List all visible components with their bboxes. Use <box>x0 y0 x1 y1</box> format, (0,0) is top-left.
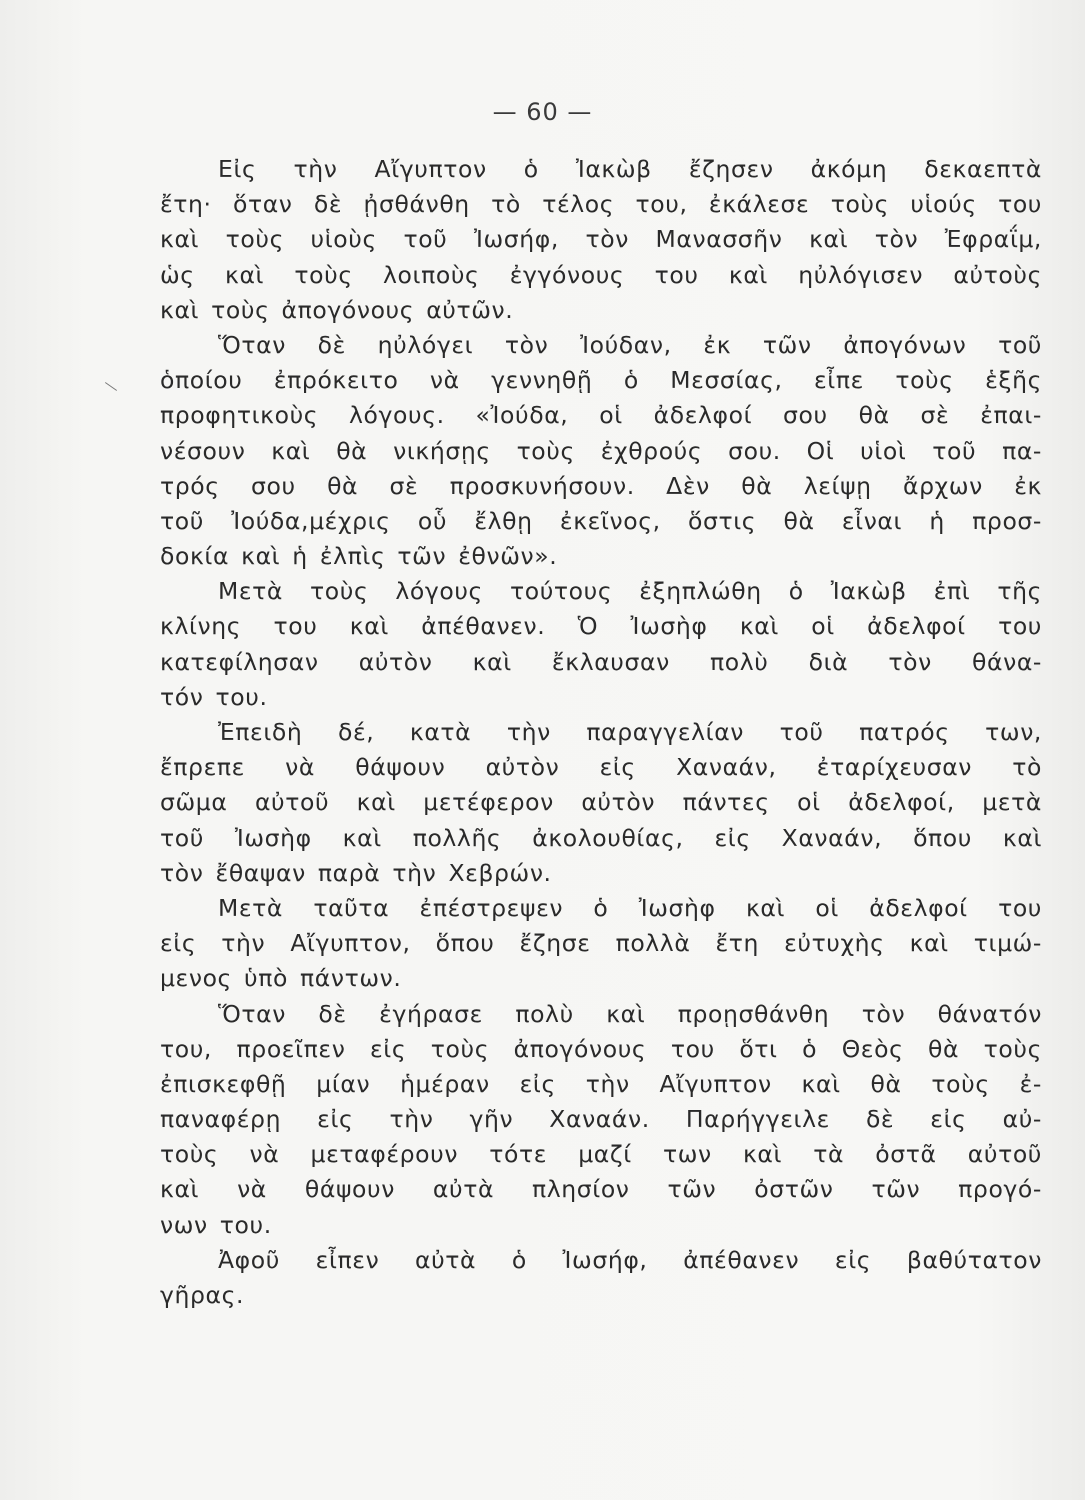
text-line: Μετὰ ταῦτα ἐπέστρεψεν ὁ Ἰωσὴφ καὶ οἱ ἀδελφοί του <box>218 893 1042 922</box>
text-line: ἐπισκεφθῇ μίαν ἡμέραν εἰς τὴν Αἴγυπτον καὶ θὰ τοὺς ἐ- <box>160 1069 1042 1098</box>
text-line: τοῦ Ἰωσὴφ καὶ πολλῆς ἀκολουθίας, εἰς Χαναάν, ὅπου καὶ <box>160 823 1042 852</box>
text-line: Ἀφοῦ εἶπεν αὐτὰ ὁ Ἰωσήφ, ἀπέθανεν εἰς βαθύτατον <box>218 1245 1042 1274</box>
text-line: Ἐπειδὴ δέ, κατὰ τὴν παραγγελίαν τοῦ πατρός των, <box>218 718 1042 746</box>
text-line: Εἰς τὴν Αἴγυπτον ὁ Ἰακὼβ ἔζησεν ἀκόμη δεκαεπτὰ <box>218 155 1042 183</box>
text-line: Ὅταν δὲ ἐγήρασε πολὺ καὶ προῃσθάνθη τὸν θάνατόν <box>218 999 1042 1028</box>
text-line: Μετὰ τοὺς λόγους τούτους ἐξηπλώθη ὁ Ἰακὼβ ἐπὶ τῆς <box>218 577 1042 606</box>
text-line: εἰς τὴν Αἴγυπτον, ὅπου ἔζησε πολλὰ ἔτη εὐτυχὴς καὶ τιμώ- <box>160 929 1042 958</box>
text-line: τοῦ Ἰούδα,μέχρις οὗ ἔλθῃ ἐκεῖνος, ὅστις θὰ εἶναι ἡ προσ- <box>160 506 1042 535</box>
text-line: ἔτη· ὅταν δὲ ᾐσθάνθη τὸ τέλος του, ἐκάλεσε τοὺς υἱούς του <box>160 190 1042 219</box>
text-line: ἔπρεπε νὰ θάψουν αὐτὸν εἰς Χαναάν, ἐταρίχευσαν τὸ <box>160 753 1042 782</box>
text-line: μενος ὑπὸ πάντων. <box>160 964 402 993</box>
margin-mark <box>105 382 117 391</box>
body-text <box>160 152 1042 1313</box>
text-line: τρός σου θὰ σὲ προσκυνήσουν. Δὲν θὰ λείψῃ ἄρχων ἐκ <box>160 471 1042 500</box>
text-line: δοκία καὶ ἡ ἐλπὶς τῶν ἐθνῶν». <box>160 542 558 571</box>
text-line: καὶ νὰ θάψουν αὐτὰ πλησίον τῶν ὀστῶν τῶν προγό- <box>160 1175 1042 1204</box>
text-line: κατεφίλησαν αὐτὸν καὶ ἔκλαυσαν πολὺ διὰ τὸν θάνα- <box>160 647 1042 676</box>
text-line: ὡς καὶ τοὺς λοιποὺς ἐγγόνους του καὶ ηὐλόγισεν αὐτοὺς <box>160 260 1042 289</box>
text-line: τόν του. <box>160 682 268 711</box>
text-line: νέσουν καὶ θὰ νικήσῃς τοὺς ἐχθρούς σου. Οἱ υἱοὶ τοῦ πα- <box>160 436 1042 465</box>
text-line: Ὅταν δὲ ηὐλόγει τὸν Ἰούδαν, ἐκ τῶν ἀπογόνων τοῦ <box>218 330 1042 359</box>
text-line: ὁποίου ἐπρόκειτο νὰ γεννηθῇ ὁ Μεσσίας, εἶπε τοὺς ἑξῆς <box>160 366 1042 395</box>
text-line: τὸν ἔθαψαν παρὰ τὴν Χεβρών. <box>160 858 552 887</box>
text-line: καὶ τοὺς υἱοὺς τοῦ Ἰωσήφ, τὸν Μανασσῆν καὶ τὸν Ἐφραΐμ, <box>160 225 1042 254</box>
text-line: κλίνης του καὶ ἀπέθανεν. Ὁ Ἰωσὴφ καὶ οἱ ἀδελφοί του <box>160 612 1042 641</box>
text-line: παναφέρῃ εἰς τὴν γῆν Χαναάν. Παρήγγειλε δὲ εἰς αὐ- <box>160 1105 1042 1134</box>
text-line: σῶμα αὐτοῦ καὶ μετέφερον αὐτὸν πάντες οἱ ἀδελφοί, μετὰ <box>160 788 1042 817</box>
text-line: γῆρας. <box>160 1281 245 1309</box>
text-line: νων του. <box>160 1210 272 1239</box>
text-line: τοὺς νὰ μεταφέρουν τότε μαζί των καὶ τὰ ὀστᾶ αὐτοῦ <box>160 1140 1042 1169</box>
page-number: — 60 — <box>492 98 593 126</box>
text-line: του, προεῖπεν εἰς τοὺς ἀπογόνους του ὅτι ὁ Θεὸς θὰ τοὺς <box>160 1034 1042 1063</box>
text-line: προφητικοὺς λόγους. «Ἰούδα, οἱ ἀδελφοί σου θὰ σὲ ἐπαι- <box>160 401 1042 430</box>
text-line: καὶ τοὺς ἀπογόνους αὐτῶν. <box>160 295 514 324</box>
